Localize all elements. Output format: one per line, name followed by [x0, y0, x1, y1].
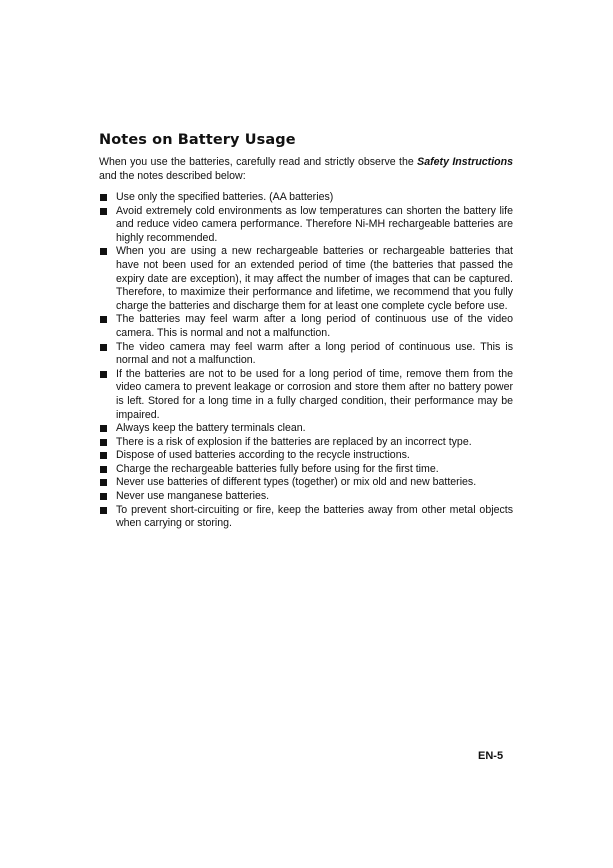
page-number: EN-5	[478, 750, 504, 762]
square-bullet-icon	[100, 208, 107, 215]
square-bullet-icon	[100, 507, 107, 514]
list-item-text: The batteries may feel warm after a long period of continuous use of the video camera. This is normal and not a malfunction.	[116, 313, 513, 339]
square-bullet-icon	[100, 479, 107, 486]
list-item	[99, 368, 513, 422]
square-bullet-icon	[100, 316, 107, 323]
square-bullet-icon	[100, 493, 107, 500]
list-item-text: Avoid extremely cold environments as low temperatures can shorten the battery life and reduce video camera performance. Therefore Ni-MH rechargeable batteries are highly recommended.	[116, 204, 513, 244]
square-bullet-icon	[100, 194, 107, 201]
list-item	[99, 313, 513, 340]
list-item	[99, 490, 513, 504]
list-item-text: If the batteries are not to be used for a long period of time, remove them from the video camera to prevent leakage or corrosion and store them after no battery power is left. Stored for a long time in a fully charged condition, their performance may be impaired.	[116, 367, 513, 421]
list-item-text: Always keep the battery terminals clean.	[116, 422, 306, 435]
square-bullet-icon	[100, 425, 107, 432]
square-bullet-icon	[100, 248, 107, 255]
list-item-text: Use only the specified batteries. (AA batteries)	[116, 191, 334, 203]
list-item	[99, 436, 513, 450]
intro-paragraph	[99, 155, 513, 183]
list-item-text: To prevent short-circuiting or fire, keep the batteries away from other metal objects when carrying or storing.	[116, 503, 513, 530]
square-bullet-icon	[100, 439, 107, 446]
list-item-text: Charge the rechargeable batteries fully before using for the first time.	[116, 462, 439, 475]
list-item	[99, 205, 513, 246]
intro-text-before: When you use the batteries, carefully read and strictly observe the	[99, 156, 418, 168]
page-title: Notes on Battery Usage	[99, 132, 296, 148]
list-item-text: There is a risk of explosion if the batteries are replaced by an incorrect type.	[116, 435, 472, 448]
list-item-text: The video camera may feel warm after a long period of continuous use. This is normal and not a malfunction.	[116, 340, 513, 367]
list-item-text: Never use batteries of different types (together) or mix old and new batteries.	[116, 476, 477, 489]
list-item-text: When you are using a new rechargeable batteries or rechargeable batteries that have not been used for an extended period of time (the batteries that passed the expiry date are exception), it may affect the number of images that can be captured. Therefore, to maximize their performance and lifetime, we recommend that you fully charge the batteries and discharge them for at least one complete cycle before use.	[116, 245, 513, 312]
list-item	[99, 341, 513, 368]
square-bullet-icon	[100, 344, 107, 351]
list-item	[99, 245, 513, 313]
list-item	[99, 191, 513, 205]
intro-emphasis: Safety Instructions	[417, 156, 513, 168]
notes-list	[99, 191, 513, 531]
list-item	[99, 476, 513, 490]
list-item-text: Dispose of used batteries according to the recycle instructions.	[116, 449, 410, 462]
list-item	[99, 463, 513, 477]
list-item-text: Never use manganese batteries.	[116, 490, 270, 503]
list-item	[99, 449, 513, 463]
list-item	[99, 504, 513, 531]
square-bullet-icon	[100, 371, 107, 378]
square-bullet-icon	[100, 466, 107, 473]
square-bullet-icon	[100, 452, 107, 459]
list-item	[99, 422, 513, 436]
intro-text-after: and the notes described below:	[99, 170, 246, 182]
